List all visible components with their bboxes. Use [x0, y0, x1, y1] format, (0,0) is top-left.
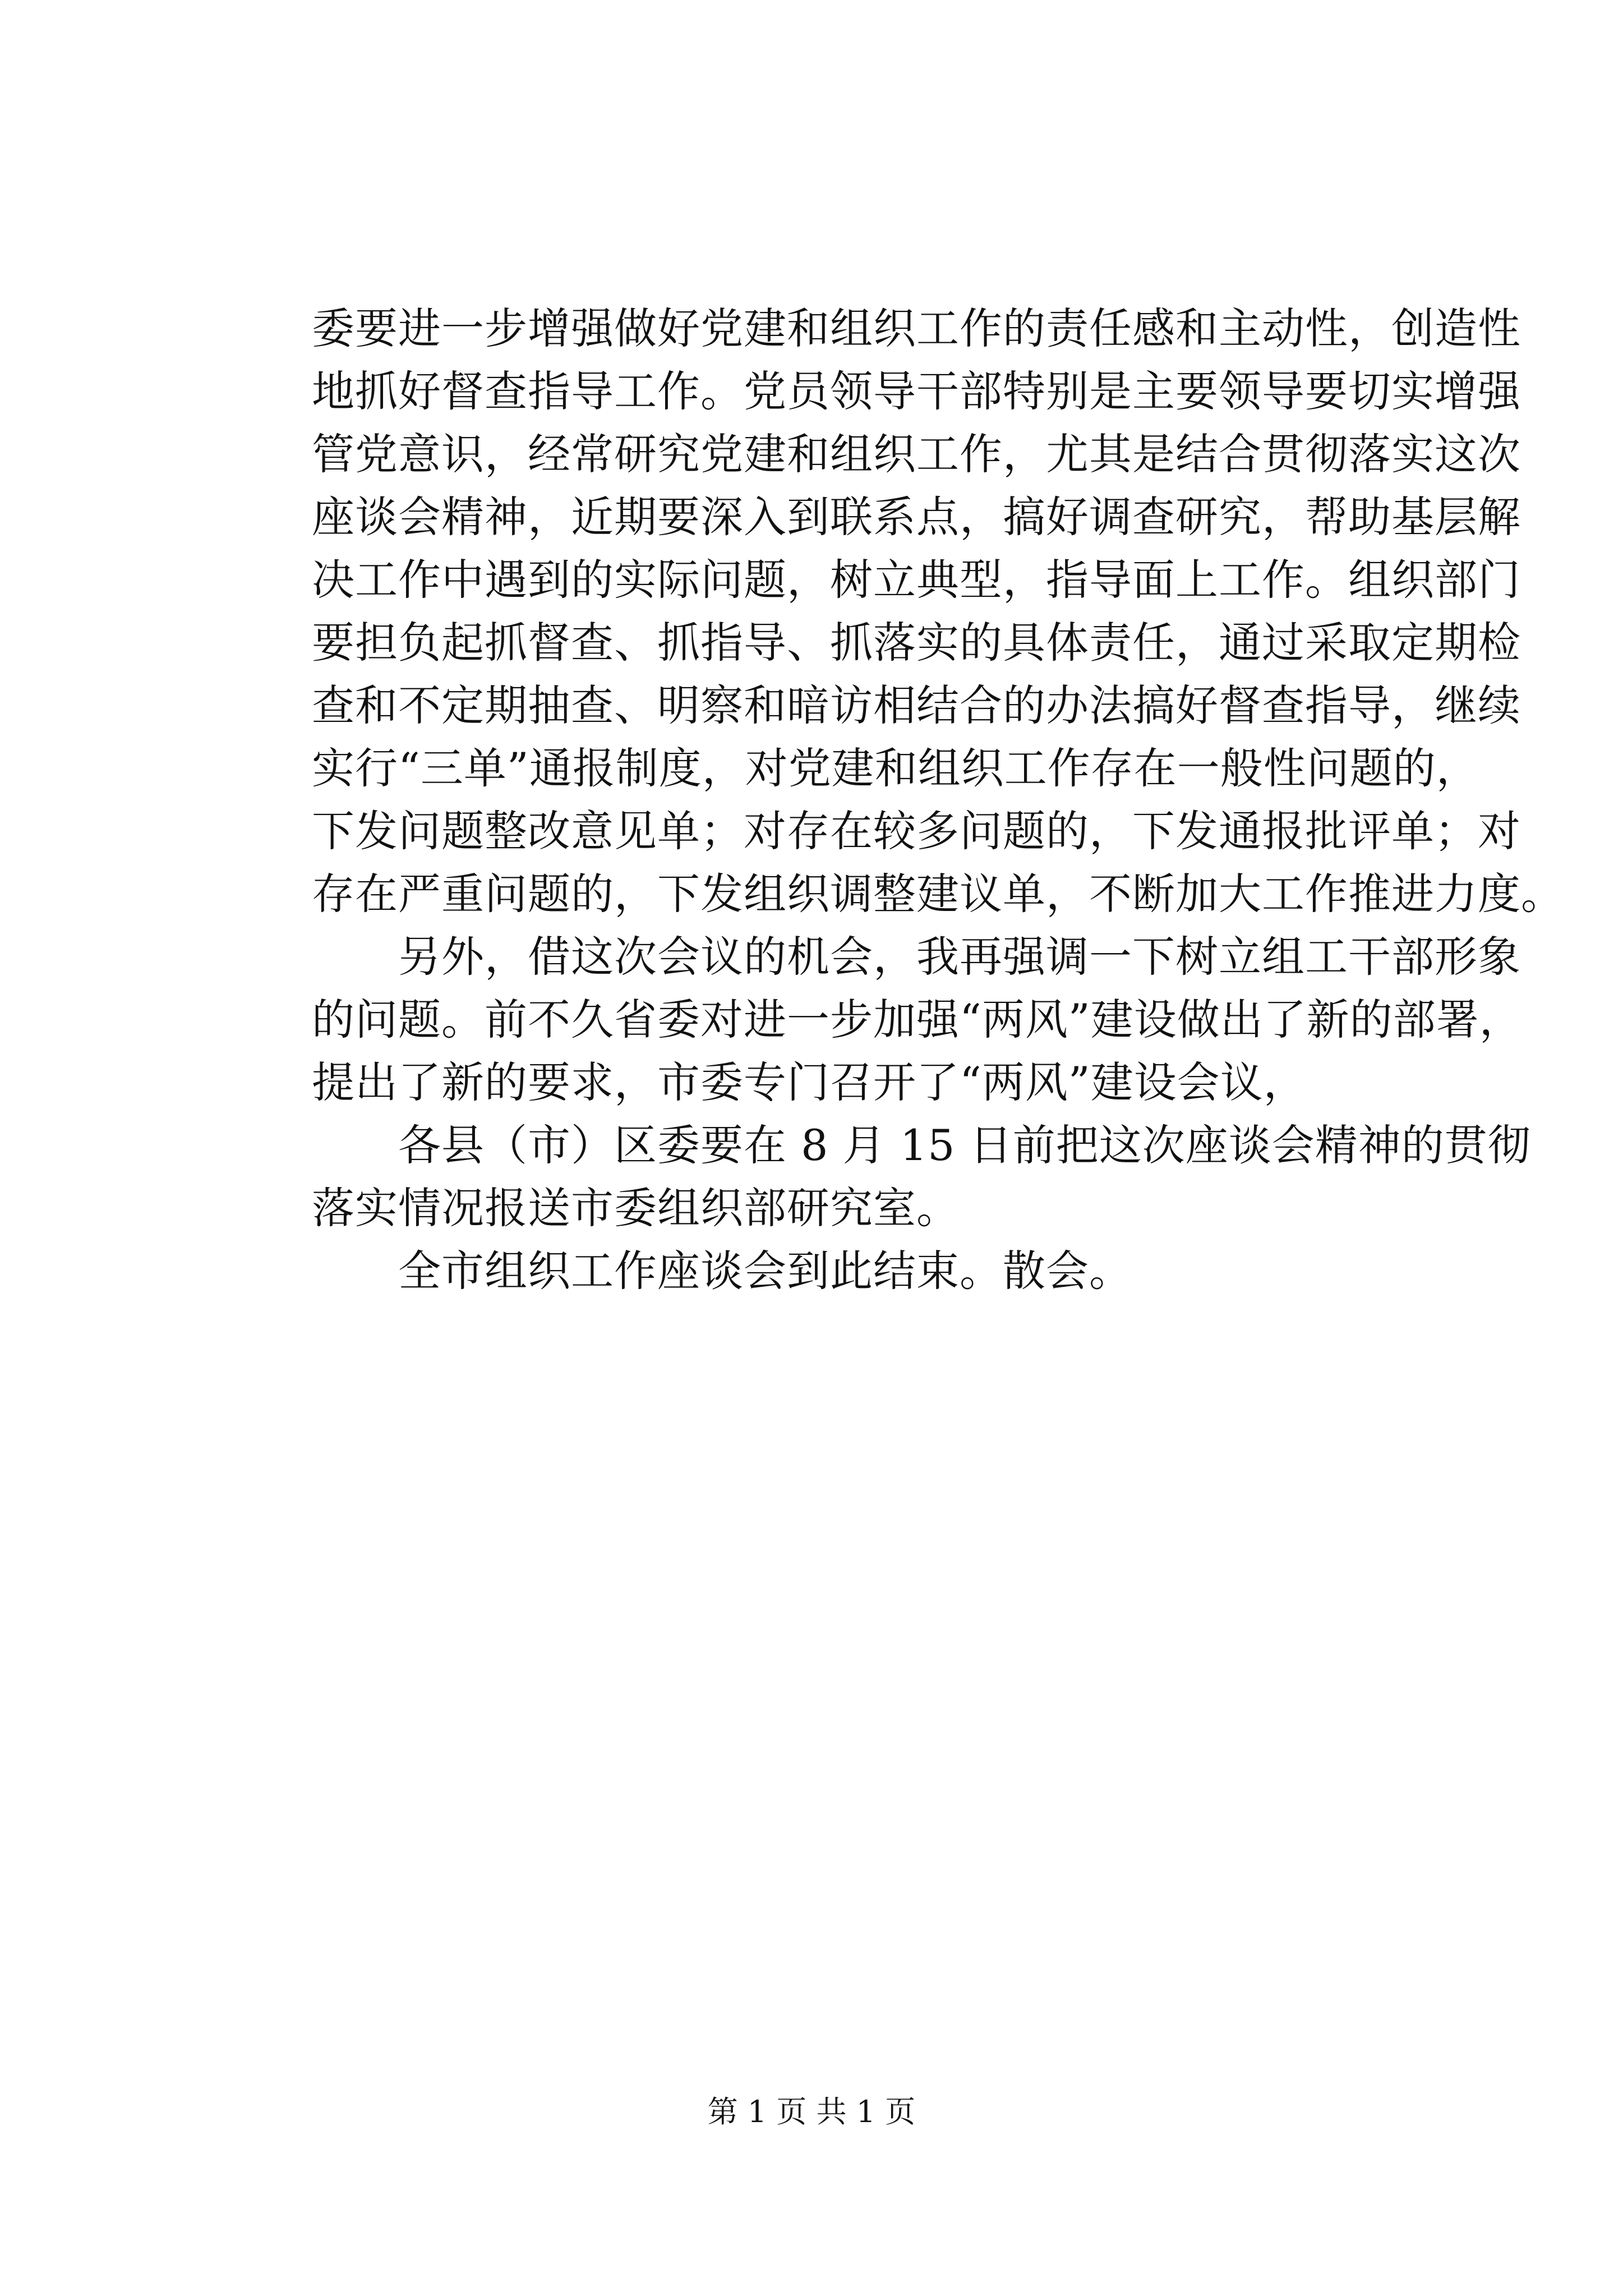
text-line: 查和不定期抽查、明察和暗访相结合的办法搞好督查指导，继续: [312, 680, 1521, 730]
text-line: 要担负起抓督查、抓指导、抓落实的具体责任，通过采取定期检: [312, 618, 1521, 668]
text-line: 决工作中遇到的实际问题，树立典型，指导面上工作。组织部门: [312, 555, 1521, 605]
text-line: 各县（市）区委要在 8 月 15 日前把这次座谈会精神的贯彻: [312, 1120, 1531, 1170]
body-text: [312, 297, 1564, 1303]
text-line: 地抓好督查指导工作。党员领导干部特别是主要领导要切实增强: [312, 366, 1521, 416]
text-line: 落实情况报送市委组织部研究室。: [312, 1183, 960, 1233]
text-line: 委要进一步增强做好党建和组织工作的责任感和主动性，创造性: [312, 303, 1521, 353]
page-number-footer: 第 1 页 共 1 页: [707, 2094, 916, 2129]
text-line: 实行“三单”通报制度，对党建和组织工作存在一般性问题的，: [312, 743, 1479, 793]
text-line: 另外，借这次会议的机会，我再强调一下树立组工干部形象: [312, 932, 1521, 982]
text-line: 管党意识，经常研究党建和组织工作，尤其是结合贯彻落实这次: [312, 429, 1521, 479]
text-line: 全市组织工作座谈会到此结束。散会。: [312, 1246, 1132, 1296]
text-line: 的问题。前不久省委对进一步加强“两风”建设做出了新的部署，: [312, 995, 1523, 1045]
text-line: 座谈会精神，近期要深入到联系点，搞好调查研究，帮助基层解: [312, 492, 1521, 542]
text-line: 提出了新的要求，市委专门召开了“两风”建设会议，: [312, 1057, 1307, 1107]
text-line: 存在严重问题的，下发组织调整建议单，不断加大工作推进力度。: [312, 869, 1564, 919]
text-line: 下发问题整改意见单；对存在较多问题的，下发通报批评单；对: [312, 806, 1521, 856]
